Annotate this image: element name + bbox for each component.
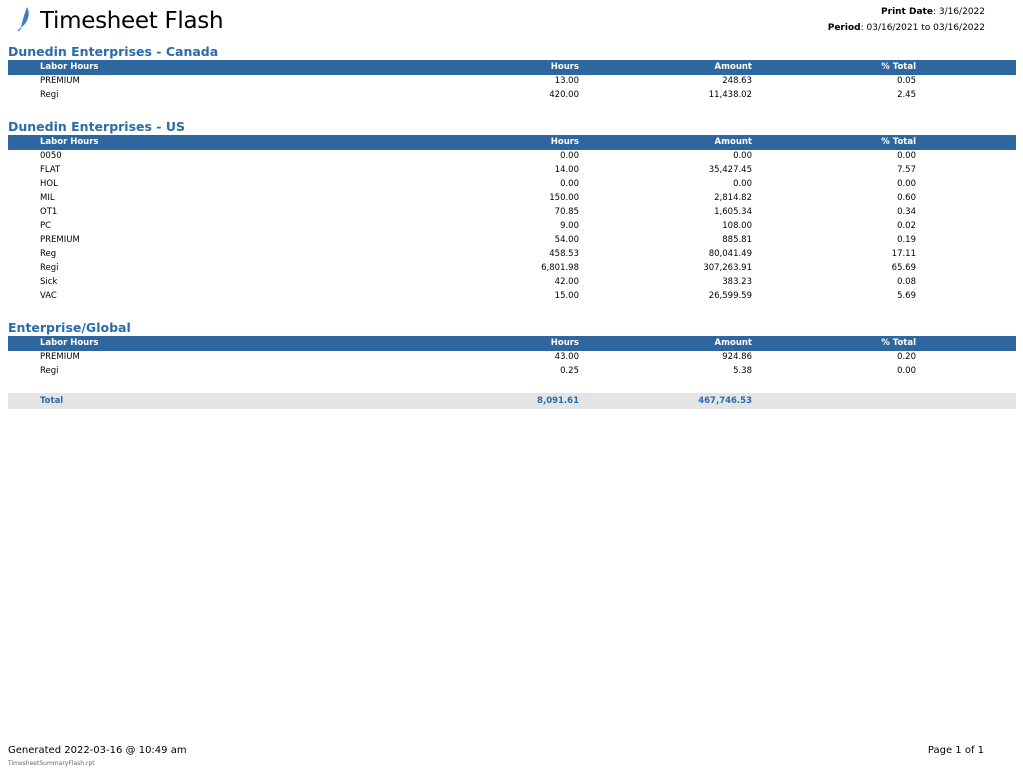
col-labor-hours: Labor Hours (40, 137, 99, 147)
grand-total-row (8, 393, 1016, 409)
table-row: Sick 42.00 383.23 0.08 (40, 277, 916, 287)
table-row: Regi 6,801.98 307,263.91 65.69 (40, 263, 916, 273)
col-pct-total: % Total (881, 62, 916, 72)
report-period: Period: 03/16/2021 to 03/16/2022 (827, 23, 985, 33)
table-row: PREMIUM 43.00 924.86 0.20 (40, 352, 916, 362)
table-row: PC 9.00 108.00 0.02 (40, 221, 916, 231)
section-us (8, 120, 1016, 304)
col-hours: Hours (550, 338, 579, 348)
report-filename: TimesheetSummaryFlash.rpt (8, 760, 95, 767)
col-amount: Amount (714, 137, 752, 147)
report-title: Timesheet Flash (40, 8, 224, 34)
section-title: Dunedin Enterprises - Canada (8, 44, 219, 59)
table-row: VAC 15.00 26,599.59 5.69 (40, 291, 916, 301)
col-pct-total: % Total (881, 137, 916, 147)
table-header (8, 336, 1016, 351)
table-row: 0050 0.00 0.00 0.00 (40, 151, 916, 161)
total-amount: 467,746.53 (698, 396, 752, 406)
table-row: Regi 420.00 11,438.02 2.45 (40, 90, 916, 100)
table-row: OT1 70.85 1,605.34 0.34 (40, 207, 916, 217)
generated-timestamp: Generated 2022-03-16 @ 10:49 am (8, 745, 187, 756)
table-header (8, 135, 1016, 150)
col-hours: Hours (550, 137, 579, 147)
table-row: MIL 150.00 2,814.82 0.60 (40, 193, 916, 203)
total-label: Total (40, 396, 64, 406)
table-row: Regi 0.25 5.38 0.00 (40, 366, 916, 376)
col-amount: Amount (714, 338, 752, 348)
report-header (0, 0, 1023, 45)
col-labor-hours: Labor Hours (40, 338, 99, 348)
table-row: FLAT 14.00 35,427.45 7.57 (40, 165, 916, 175)
table-row: HOL 0.00 0.00 0.00 (40, 179, 916, 189)
col-amount: Amount (714, 62, 752, 72)
table-row: Reg 458.53 80,041.49 17.11 (40, 249, 916, 259)
table-row: PREMIUM 13.00 248.63 0.05 (40, 76, 916, 86)
table-header (8, 60, 1016, 75)
table-row: PREMIUM 54.00 885.81 0.19 (40, 235, 916, 245)
print-date: Print Date: 3/16/2022 (881, 7, 985, 17)
section-enterprise-global (8, 321, 1016, 379)
total-hours: 8,091.61 (537, 396, 579, 406)
section-canada (8, 45, 1016, 103)
col-pct-total: % Total (881, 338, 916, 348)
col-labor-hours: Labor Hours (40, 62, 99, 72)
feather-icon (16, 6, 32, 32)
section-title: Enterprise/Global (8, 320, 131, 335)
col-hours: Hours (550, 62, 579, 72)
page-number: Page 1 of 1 (927, 745, 984, 756)
section-title: Dunedin Enterprises - US (8, 119, 185, 134)
